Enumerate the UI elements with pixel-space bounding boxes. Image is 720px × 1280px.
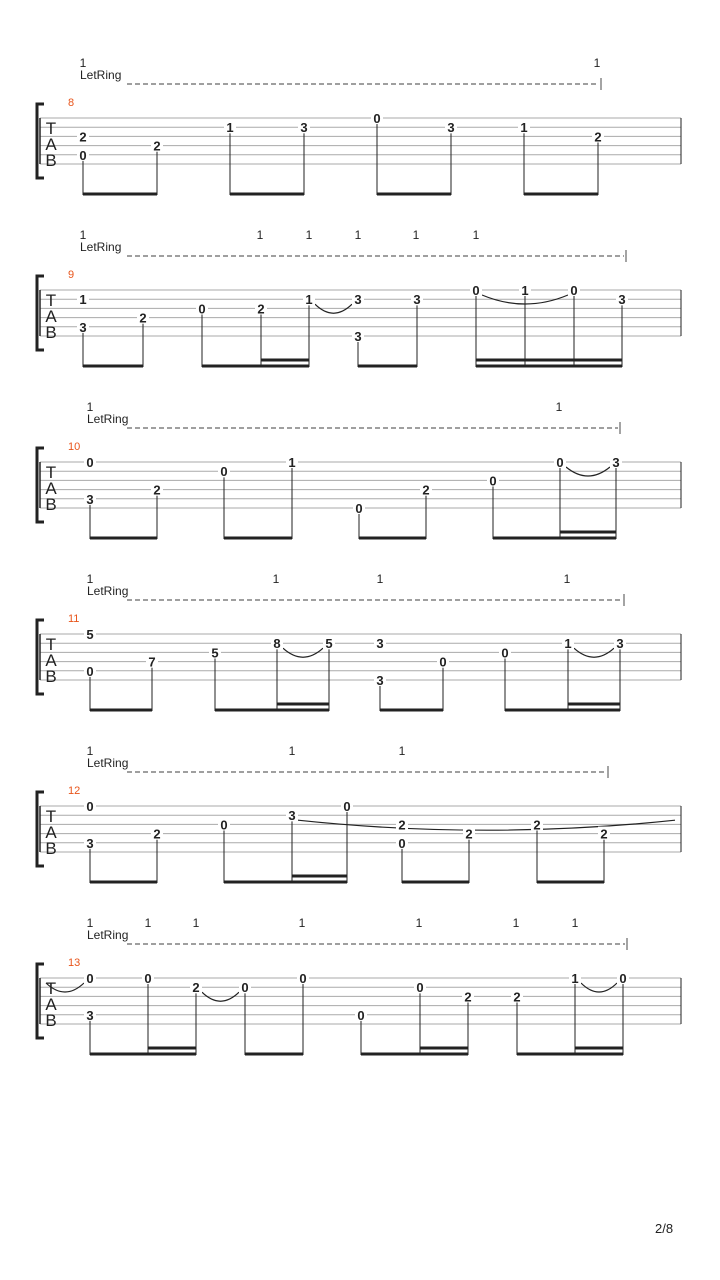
fret-number: 2 <box>533 817 541 833</box>
page-number: 2/8 <box>655 1221 674 1236</box>
letring-finger-number: 1 <box>192 916 200 930</box>
fret-number: 0 <box>241 980 249 996</box>
letring-finger-number: 1 <box>593 56 601 70</box>
letring-finger-number: 1 <box>415 916 423 930</box>
letring-finger-number: 1 <box>376 572 384 586</box>
fret-number: 1 <box>521 283 529 298</box>
fret-number: 3 <box>86 491 94 507</box>
fret-number: 0 <box>144 971 152 986</box>
fret-number: 3 <box>376 636 384 652</box>
tab-clef-letter: T <box>45 119 57 138</box>
fret-number: 0 <box>220 817 228 833</box>
fret-number: 2 <box>398 817 406 833</box>
fret-number: 0 <box>220 464 228 480</box>
letring-label: LetRing <box>80 68 122 82</box>
fret-number: 2 <box>257 301 265 317</box>
letring-finger-number: 1 <box>86 572 94 586</box>
measure-number: 10 <box>68 441 81 453</box>
fret-number: 2 <box>153 826 161 842</box>
fret-number: 1 <box>288 455 296 470</box>
fret-number: 1 <box>79 292 87 308</box>
tab-clef-letter: B <box>45 151 57 170</box>
tab-clef-letter: A <box>45 651 57 670</box>
fret-number: 2 <box>139 310 147 326</box>
letring-finger-number: 1 <box>412 228 420 242</box>
fret-number: 0 <box>619 971 627 986</box>
fret-number: 3 <box>86 1007 94 1023</box>
fret-number: 0 <box>86 663 94 679</box>
measure-number: 9 <box>68 269 75 281</box>
letring-finger-number: 1 <box>86 744 94 758</box>
fret-number: 1 <box>305 292 313 308</box>
fret-number: 0 <box>398 835 406 851</box>
letring-finger-number: 1 <box>472 228 480 242</box>
fret-number: 0 <box>501 645 509 661</box>
tab-clef-letter: A <box>45 479 57 498</box>
letring-finger-number: 1 <box>563 572 571 586</box>
letring-finger-number: 1 <box>305 228 313 242</box>
fret-number: 2 <box>192 980 200 996</box>
letring-finger-number: 1 <box>272 572 280 586</box>
fret-number: 7 <box>148 654 156 670</box>
fret-number: 0 <box>86 971 94 986</box>
tab-clef-letter: T <box>45 979 57 998</box>
fret-number: 3 <box>413 292 421 308</box>
letring-finger-number: 1 <box>512 916 520 930</box>
fret-number: 3 <box>616 636 624 652</box>
fret-number: 2 <box>422 482 430 498</box>
fret-number: 0 <box>299 971 307 986</box>
fret-number: 2 <box>464 989 472 1005</box>
system-9 <box>37 228 681 367</box>
tab-clef-letter: A <box>45 135 57 154</box>
tab-clef-letter: A <box>45 823 57 842</box>
fret-number: 5 <box>211 645 219 661</box>
letring-label: LetRing <box>87 412 129 426</box>
tab-clef-letter: T <box>45 291 57 310</box>
tab-clef-letter: A <box>45 995 57 1014</box>
letring-finger-number: 1 <box>571 916 579 930</box>
letring-label: LetRing <box>87 928 129 942</box>
fret-number: 0 <box>416 980 424 996</box>
fret-number: 2 <box>79 129 87 145</box>
letring-finger-number: 1 <box>256 228 264 242</box>
fret-number: 3 <box>618 292 626 308</box>
fret-number: 0 <box>556 455 564 470</box>
fret-number: 2 <box>153 138 161 154</box>
fret-number: 3 <box>79 319 87 335</box>
measure-number: 11 <box>68 613 80 625</box>
fret-number: 0 <box>79 147 87 163</box>
system-12 <box>37 744 681 883</box>
fret-number: 1 <box>226 120 234 136</box>
letring-finger-number: 1 <box>144 916 152 930</box>
fret-number: 3 <box>354 329 362 344</box>
measure-number: 12 <box>68 785 81 797</box>
letring-label: LetRing <box>80 240 122 254</box>
fret-number: 0 <box>472 283 480 298</box>
measure-number: 13 <box>68 957 81 969</box>
fret-number: 0 <box>489 473 497 489</box>
tab-clef-letter: A <box>45 307 57 326</box>
fret-number: 1 <box>571 971 579 986</box>
letring-finger-number: 1 <box>79 56 87 70</box>
tab-clef-letter: B <box>45 1011 57 1030</box>
letring-finger-number: 1 <box>288 744 296 758</box>
fret-number: 2 <box>600 826 608 842</box>
tab-clef-letter: T <box>45 635 57 654</box>
tie-slur <box>298 820 675 830</box>
tab-clef-letter: B <box>45 495 57 514</box>
fret-number: 0 <box>373 111 381 126</box>
letring-label: LetRing <box>87 584 129 598</box>
system-11 <box>37 572 681 711</box>
letring-finger-number: 1 <box>398 744 406 758</box>
fret-number: 3 <box>376 673 384 688</box>
fret-number: 1 <box>520 120 528 136</box>
fret-number: 0 <box>439 654 447 670</box>
fret-number: 0 <box>355 501 363 516</box>
letring-finger-number: 1 <box>86 400 94 414</box>
tab-clef-letter: T <box>45 463 57 482</box>
fret-number: 2 <box>594 129 602 145</box>
fret-number: 2 <box>153 482 161 498</box>
letring-finger-number: 1 <box>79 228 87 242</box>
fret-number: 0 <box>357 1007 365 1023</box>
fret-number: 2 <box>465 826 473 842</box>
system-10 <box>37 400 681 539</box>
fret-number: 5 <box>86 627 94 642</box>
system-8 <box>37 56 681 195</box>
letring-finger-number: 1 <box>298 916 306 930</box>
letring-finger-number: 1 <box>86 916 94 930</box>
fret-number: 5 <box>325 636 333 652</box>
letring-label: LetRing <box>87 756 129 770</box>
fret-number: 3 <box>300 120 308 136</box>
fret-number: 0 <box>86 799 94 814</box>
fret-number: 0 <box>570 283 578 298</box>
fret-number: 3 <box>288 808 296 824</box>
fret-number: 8 <box>273 636 281 652</box>
fret-number: 0 <box>343 799 351 814</box>
tab-clef-letter: B <box>45 323 57 342</box>
system-13 <box>37 916 681 1055</box>
tab-clef-letter: B <box>45 667 57 686</box>
measure-number: 8 <box>68 97 75 109</box>
letring-finger-number: 1 <box>555 400 563 414</box>
tab-clef-letter: T <box>45 807 57 826</box>
fret-number: 0 <box>86 455 94 470</box>
fret-number: 3 <box>86 835 94 851</box>
fret-number: 2 <box>513 989 521 1005</box>
fret-number: 3 <box>612 455 620 470</box>
fret-number: 1 <box>564 636 572 652</box>
fret-number: 3 <box>354 292 362 308</box>
tab-clef-letter: B <box>45 839 57 858</box>
fret-number: 3 <box>447 120 455 136</box>
letring-finger-number: 1 <box>354 228 362 242</box>
fret-number: 0 <box>198 301 206 317</box>
